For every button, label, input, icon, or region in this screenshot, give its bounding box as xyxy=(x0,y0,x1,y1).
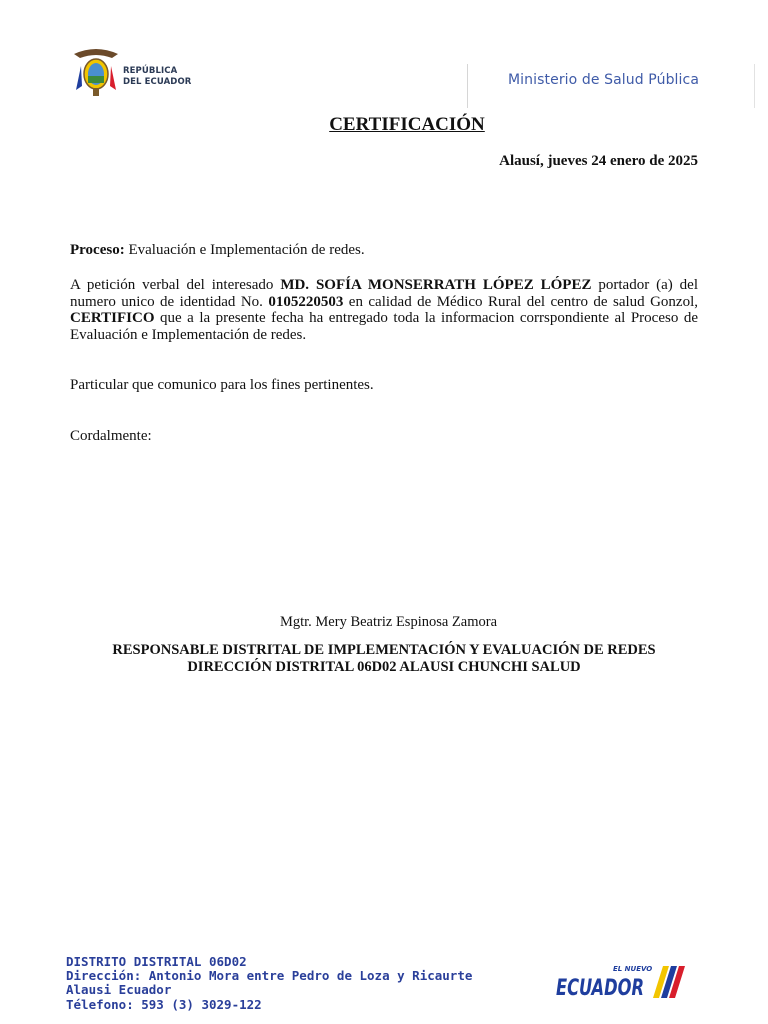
footer-line-2: Dirección: Antonio Mora entre Pedro de Loza y Ricaurte xyxy=(66,968,473,984)
document-date: Alausí, jueves 24 enero de 2025 xyxy=(499,153,698,169)
footer-line-1: DISTRITO DISTRITAL 06D02 xyxy=(66,954,247,969)
republic-line-1: REPÚBLICA xyxy=(123,66,178,76)
el-nuevo-ecuador-logo xyxy=(555,962,695,1002)
certification-paragraph xyxy=(70,277,698,343)
identity-number: 0105220503 xyxy=(268,293,344,310)
republic-line-2: DEL ECUADOR xyxy=(123,77,192,87)
body-text-4: que a la presente fecha ha entregado toda la informacion corrspondiente al Proceso de Evaluación e Implementación de redes. xyxy=(70,310,698,343)
signer-role xyxy=(70,642,698,676)
body-text-3: en calidad de Médico Rural del centro de salud Gonzol, xyxy=(343,293,698,310)
footer-line-3: Alausi Ecuador xyxy=(66,982,172,998)
footer-line-4: Télefono: 593 (3) 3029-122 xyxy=(66,996,262,1012)
document-title: CERTIFICACIÓN xyxy=(329,114,485,135)
proceso-text: Evaluación e Implementación de redes. xyxy=(124,242,365,258)
signer-role-line-1: RESPONSABLE DISTRITAL DE IMPLEMENTACIÓN Y EVALUACIÓN DE REDES xyxy=(112,642,656,658)
footer-address xyxy=(66,955,472,1012)
closing-text: Cordalmente: xyxy=(70,428,152,444)
certifico-word: CERTIFICO xyxy=(70,310,155,326)
signer-role-line-2: DIRECCIÓN DISTRITAL 06D02 ALAUSI CHUNCHI SALUD xyxy=(187,659,581,675)
republic-wordmark xyxy=(123,66,191,88)
proceso-paragraph xyxy=(70,242,698,259)
logo-small-text: EL NUEVO xyxy=(613,965,653,973)
ministry-name: Ministerio de Salud Pública xyxy=(508,72,700,88)
ecuador-coat-of-arms-icon xyxy=(72,46,120,98)
header-divider-right xyxy=(754,64,755,108)
proceso-label: Proceso: xyxy=(70,242,125,258)
signer-name: Mgtr. Mery Beatriz Espinosa Zamora xyxy=(279,614,498,630)
interested-party-name: MD. SOFÍA MONSERRATH LÓPEZ LÓPEZ xyxy=(280,277,592,293)
header-divider xyxy=(467,64,468,108)
particular-paragraph: Particular que comunico para los fines pertinentes. xyxy=(70,377,374,393)
body-text-2: portador (a) del numero unico de identidad No. xyxy=(70,277,698,310)
logo-main-text: ECUADOR xyxy=(556,976,644,1001)
body-text-1: A petición verbal del interesado xyxy=(70,277,281,293)
